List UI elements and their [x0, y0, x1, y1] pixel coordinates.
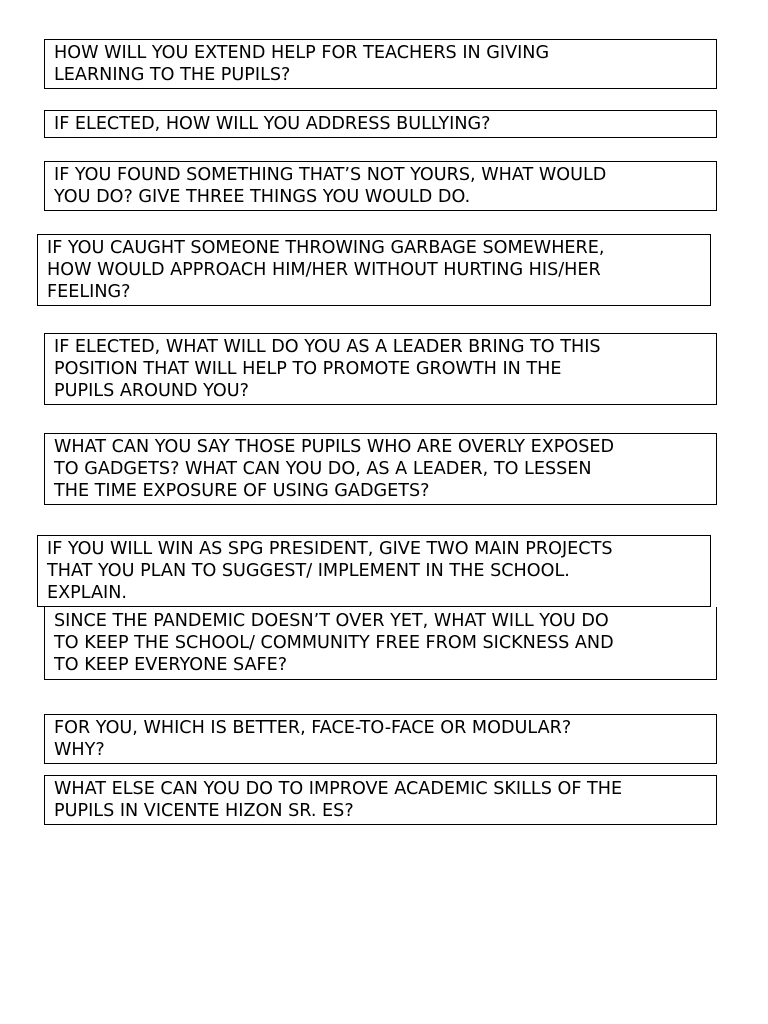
question-box-6: WHAT CAN YOU SAY THOSE PUPILS WHO ARE OVERLY EXPOSED TO GADGETS? WHAT CAN YOU DO, AS A LEADER, TO LESSEN THE TIME EXPOSURE OF USING GADGETS?: [44, 433, 717, 505]
question-box-10: WHAT ELSE CAN YOU DO TO IMPROVE ACADEMIC SKILLS OF THE PUPILS IN VICENTE HIZON SR. ES?: [44, 775, 717, 825]
question-box-2: IF ELECTED, HOW WILL YOU ADDRESS BULLYING?: [44, 110, 717, 138]
question-box-9: FOR YOU, WHICH IS BETTER, FACE-TO-FACE OR MODULAR? WHY?: [44, 714, 717, 764]
question-box-8: SINCE THE PANDEMIC DOESN’T OVER YET, WHAT WILL YOU DO TO KEEP THE SCHOOL/ COMMUNITY FREE FROM SICKNESS AND TO KEEP EVERYONE SAFE?: [44, 607, 717, 680]
question-box-5: IF ELECTED, WHAT WILL DO YOU AS A LEADER BRING TO THIS POSITION THAT WILL HELP TO PROMOTE GROWTH IN THE PUPILS AROUND YOU?: [44, 333, 717, 405]
question-box-3: IF YOU FOUND SOMETHING THAT’S NOT YOURS, WHAT WOULD YOU DO? GIVE THREE THINGS YOU WOULD DO.: [44, 161, 717, 211]
question-box-4: IF YOU CAUGHT SOMEONE THROWING GARBAGE SOMEWHERE, HOW WOULD APPROACH HIM/HER WITHOUT HURTING HIS/HER FEELING?: [37, 234, 711, 306]
question-box-7: IF YOU WILL WIN AS SPG PRESIDENT, GIVE TWO MAIN PROJECTS THAT YOU PLAN TO SUGGEST/ IMPLEMENT IN THE SCHOOL. EXPLAIN.: [37, 535, 711, 607]
question-box-1: HOW WILL YOU EXTEND HELP FOR TEACHERS IN GIVING LEARNING TO THE PUPILS?: [44, 39, 717, 89]
